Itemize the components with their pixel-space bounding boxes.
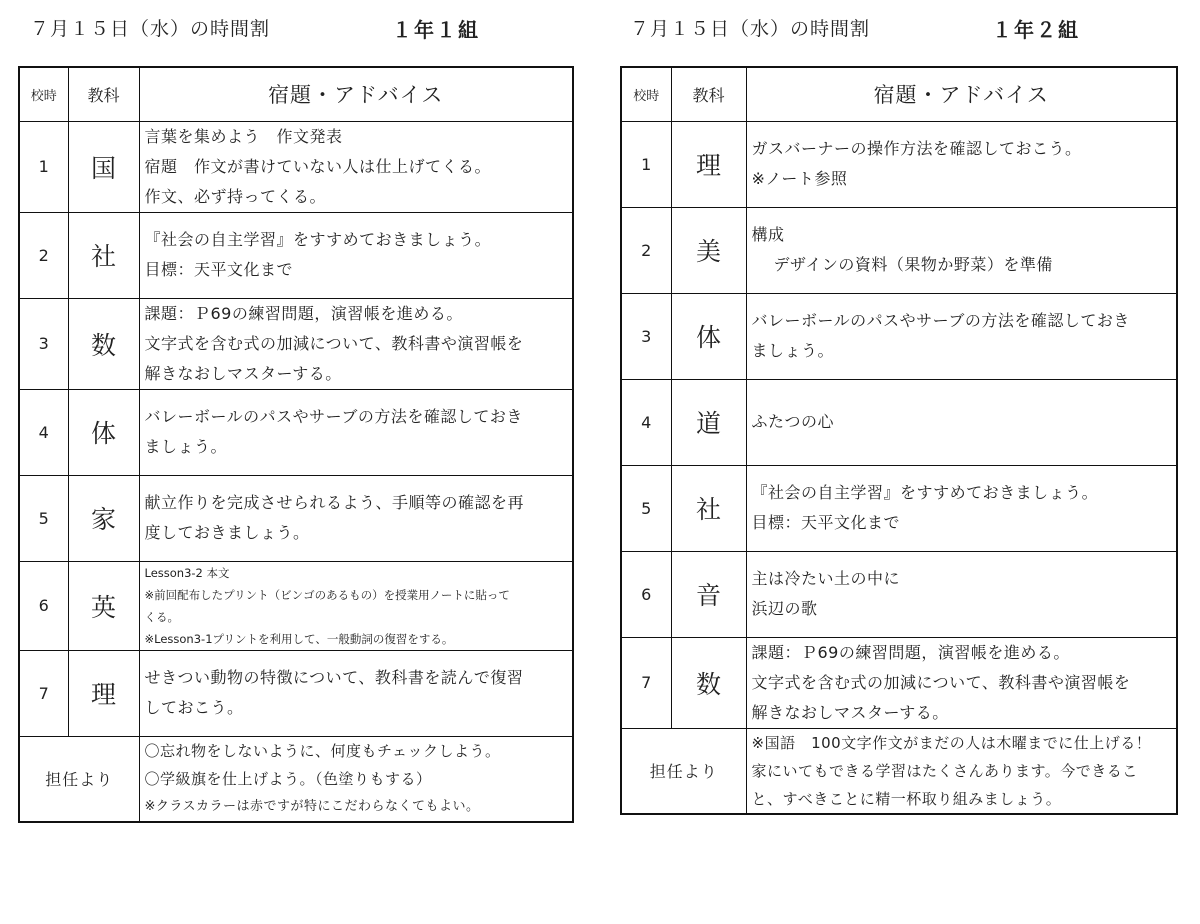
period-number: 3 — [19, 298, 68, 389]
subject: 国 — [68, 121, 139, 212]
subject: 社 — [68, 212, 139, 298]
header-homework: 宿題・アドバイス — [139, 67, 573, 121]
period-number: 6 — [19, 561, 68, 650]
advice-line: せきつい動物の特徴について、教科書を読んで復習 — [144, 668, 524, 687]
note-line: ※国語 100文字作文がまだの人は木曜までに仕上げる！ — [751, 733, 1152, 752]
subject: 理 — [68, 650, 139, 736]
homework-advice — [139, 121, 573, 212]
table-row — [621, 379, 1177, 465]
table-row — [621, 293, 1177, 379]
table-row — [621, 207, 1177, 293]
advice-line: くる。 — [144, 609, 179, 624]
teacher-note-label: 担任より — [19, 736, 139, 822]
teacher-note-row — [19, 736, 573, 822]
advice-line: 文字式を含む式の加減について、教科書や演習帳を — [144, 333, 524, 353]
header-homework: 宿題・アドバイス — [746, 67, 1177, 121]
advice-line: 宿題 作文が書けていない人は仕上げてくる。 — [144, 156, 492, 176]
advice-line: ※前回配布したプリント（ビンゴのあるもの）を授業用ノートに貼って — [144, 587, 510, 602]
table-header-row — [19, 67, 573, 121]
subject: 社 — [671, 465, 746, 551]
advice-line: ガスバーナーの操作方法を確認しておこう。 — [751, 139, 1082, 158]
advice-line: ましょう。 — [144, 437, 228, 456]
subject: 家 — [68, 475, 139, 561]
subject: 数 — [68, 298, 139, 389]
advice-line: 主は冷たい土の中に — [751, 569, 901, 588]
homework-advice — [139, 475, 573, 561]
advice-line: 『社会の自主学習』をすすめておきましょう。 — [144, 230, 492, 249]
subject: 音 — [671, 551, 746, 637]
teacher-note — [139, 736, 573, 822]
homework-advice — [746, 465, 1177, 551]
period-number: 4 — [621, 379, 671, 465]
period-number: 2 — [19, 212, 68, 298]
header-subject: 教科 — [671, 67, 746, 121]
homework-advice — [746, 637, 1177, 728]
homework-advice — [139, 298, 573, 389]
advice-line: 課題：Ｐ69の練習問題，演習帳を進める。 — [144, 303, 463, 323]
homework-advice — [139, 650, 573, 736]
note-line: 〇学級旗を仕上げよう。（色塗りもする） — [144, 769, 432, 788]
note-line: 〇忘れ物をしないように、何度もチェックしよう。 — [144, 741, 501, 760]
period-number: 7 — [19, 650, 68, 736]
advice-line: デザインの資料（果物か野菜）を準備 — [773, 255, 1053, 274]
table-row — [19, 298, 573, 389]
advice-line: 目標：天平文化まで — [751, 513, 901, 532]
timetable-header — [630, 14, 1170, 44]
advice-line: ※Lesson3-1プリントを利用して、一般動詞の復習をする。 — [144, 631, 454, 646]
note-line: ※クラスカラーは赤ですが特にこだわらなくてもよい。 — [144, 798, 480, 814]
subject: 英 — [68, 561, 139, 650]
subject: 体 — [671, 293, 746, 379]
homework-advice — [746, 293, 1177, 379]
period-number: 2 — [621, 207, 671, 293]
subject: 道 — [671, 379, 746, 465]
period-number: 6 — [621, 551, 671, 637]
advice-line: 課題：Ｐ69の練習問題，演習帳を進める。 — [751, 642, 1070, 662]
period-number: 1 — [621, 121, 671, 207]
advice-line: 献立作りを完成させられるよう、手順等の確認を再 — [144, 493, 525, 512]
teacher-note-row — [621, 728, 1177, 814]
subject: 理 — [671, 121, 746, 207]
homework-advice — [139, 212, 573, 298]
period-number: 7 — [621, 637, 671, 728]
advice-line: ふたつの心 — [751, 412, 835, 431]
advice-line: 作文、必ず持ってくる。 — [144, 186, 327, 206]
date-title: ７月１５日（水）の時間割 — [630, 18, 871, 40]
advice-line: 度しておきましょう。 — [144, 523, 310, 542]
advice-line: 解きなおしマスターする。 — [751, 702, 949, 722]
header-period: 校時 — [621, 67, 671, 121]
header-period: 校時 — [19, 67, 68, 121]
advice-line: バレーボールのパスやサーブの方法を確認しておき — [751, 311, 1130, 330]
table-header-row — [621, 67, 1177, 121]
table-row — [621, 551, 1177, 637]
subject: 美 — [671, 207, 746, 293]
advice-line: 解きなおしマスターする。 — [144, 363, 342, 383]
timetable — [18, 66, 574, 823]
period-number: 1 — [19, 121, 68, 212]
table-row — [19, 121, 573, 212]
advice-line: 構成 — [751, 225, 785, 244]
teacher-note-label: 担任より — [621, 728, 746, 814]
advice-line: ※ノート参照 — [751, 169, 848, 188]
class-name: １年１組 — [392, 18, 480, 42]
homework-advice — [139, 561, 573, 650]
note-line: 家にいてもできる学習はたくさんあります。今できるこ — [751, 761, 1138, 780]
advice-line: 浜辺の歌 — [751, 599, 818, 618]
date-title: ７月１５日（水）の時間割 — [30, 18, 271, 40]
class-name: １年２組 — [992, 18, 1080, 42]
homework-advice — [746, 379, 1177, 465]
advice-line: しておこう。 — [144, 698, 244, 717]
advice-line: 文字式を含む式の加減について、教科書や演習帳を — [751, 672, 1131, 692]
table-row — [621, 465, 1177, 551]
timetable-header — [30, 14, 570, 44]
advice-line: 『社会の自主学習』をすすめておきましょう。 — [751, 483, 1099, 502]
homework-advice — [139, 389, 573, 475]
table-row — [19, 475, 573, 561]
homework-advice — [746, 207, 1177, 293]
period-number: 3 — [621, 293, 671, 379]
advice-line: ましょう。 — [751, 341, 835, 360]
period-number: 5 — [621, 465, 671, 551]
advice-line: バレーボールのパスやサーブの方法を確認しておき — [144, 407, 523, 426]
homework-advice — [746, 121, 1177, 207]
table-row — [621, 121, 1177, 207]
header-subject: 教科 — [68, 67, 139, 121]
table-row — [19, 561, 573, 650]
table-row — [19, 212, 573, 298]
homework-advice — [746, 551, 1177, 637]
note-line: と、すべきことに精一杯取り組みましょう。 — [751, 789, 1062, 808]
advice-line: 言葉を集めよう 作文発表 — [144, 126, 343, 146]
subject: 数 — [671, 637, 746, 728]
subject: 体 — [68, 389, 139, 475]
table-row — [19, 389, 573, 475]
table-row — [19, 650, 573, 736]
advice-line: Lesson3-2 本文 — [144, 565, 230, 580]
period-number: 5 — [19, 475, 68, 561]
period-number: 4 — [19, 389, 68, 475]
table-row — [621, 637, 1177, 728]
timetable — [620, 66, 1178, 815]
teacher-note — [746, 728, 1177, 814]
advice-line: 目標：天平文化まで — [144, 260, 294, 279]
